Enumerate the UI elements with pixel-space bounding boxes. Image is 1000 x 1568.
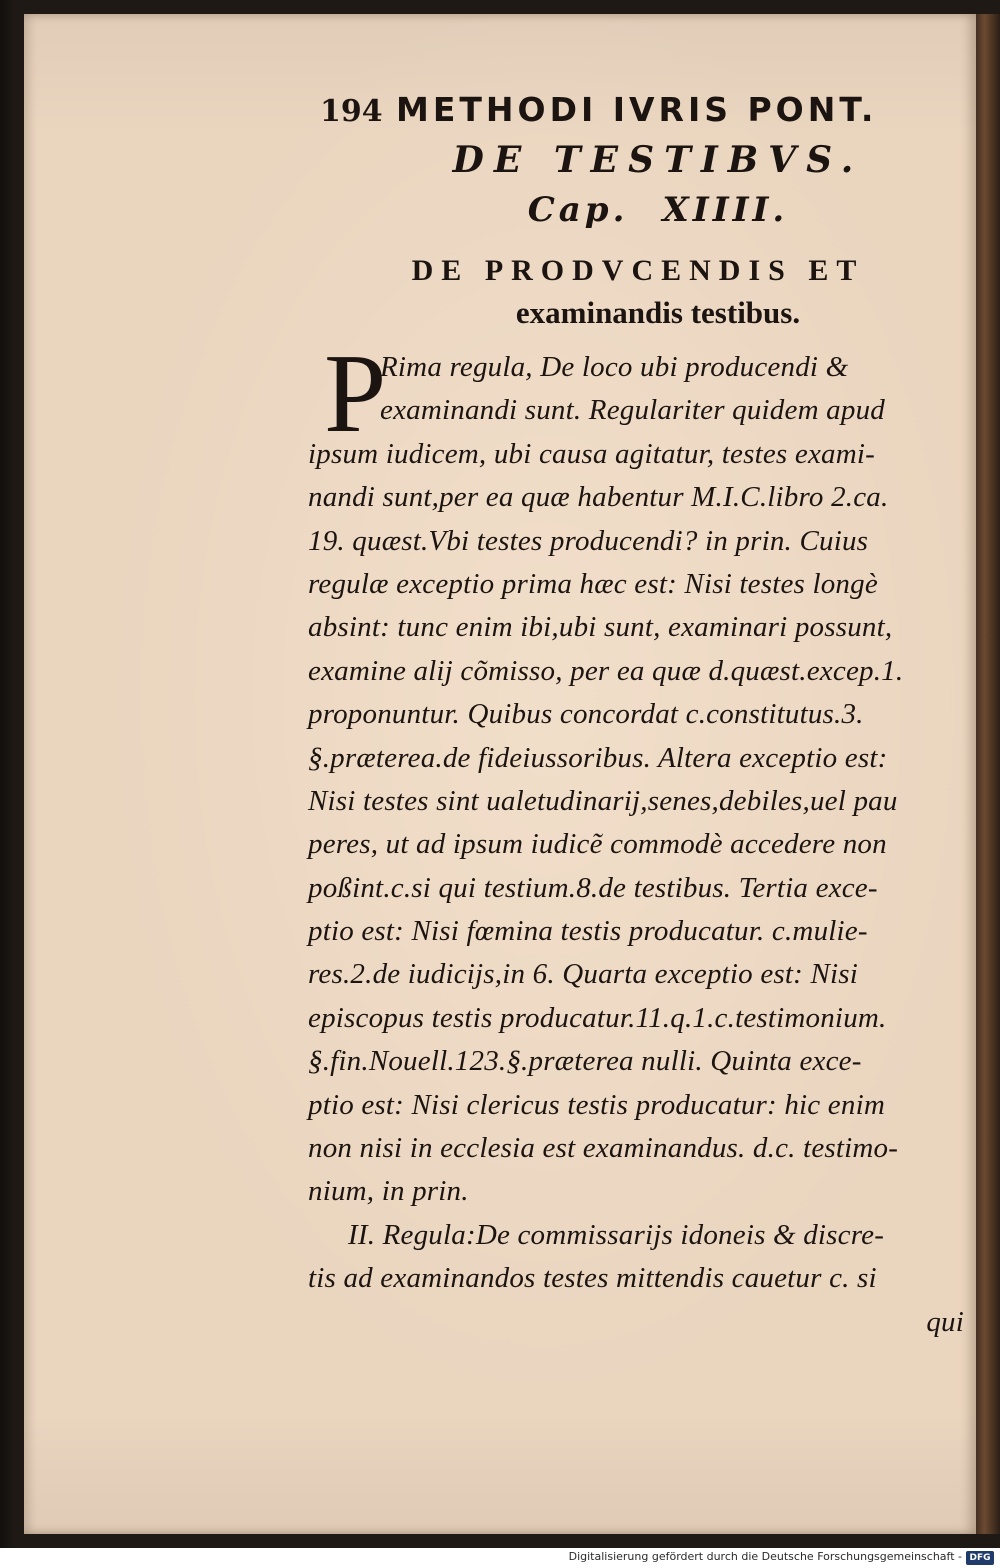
page-number: 194 (320, 94, 383, 129)
text-line: non nisi in ecclesia est examinandus. d.c. testimo- (308, 1132, 899, 1165)
digitization-footer (0, 1548, 1000, 1568)
text-line: examinandi sunt. Regulariter quidem apud (380, 394, 885, 427)
text-line: nium, in prin. (308, 1175, 469, 1208)
text-line: §.fin.Nouell.123.§.præterea nulli. Quinta exce- (308, 1045, 862, 1078)
chapter-label: Cap. (527, 190, 629, 230)
body-text (308, 332, 968, 1344)
text-line: 19. quæst.Vbi testes producendi? in prin. Cuius (308, 524, 869, 557)
rubric-line-2: examinandis testibus. (515, 295, 801, 330)
running-head (308, 86, 968, 136)
text-line: tis ad examinandos testes mittendis cauetur c. si (308, 1262, 877, 1295)
text-line: Nisi testes sint ualetudinarij,senes,debiles,uel pau (308, 784, 898, 817)
text-line: peres, ut ad ipsum iudicẽ commodè accedere non (308, 828, 887, 861)
running-head-title: METHODI IVRIS PONT. (396, 90, 878, 129)
footer-credit: Digitalisierung gefördert durch die Deutsche Forschungsgemeinschaft - (568, 1550, 962, 1563)
section-title: DE TESTIBVS. (452, 139, 864, 181)
text-line: II. Regula:De commissarijs idoneis & discre- (348, 1218, 885, 1251)
text-line: §.præterea.de fideiussoribus. Altera exceptio est: (308, 741, 888, 774)
catchword: qui (926, 1305, 964, 1338)
text-line: absint: tunc enim ibi,ubi sunt, examinari possunt, (308, 611, 893, 644)
text-line: ptio est: Nisi fœmina testis producatur. c.mulie- (308, 915, 868, 948)
text-line: proponuntur. Quibus concordat c.constitutus.3. (308, 698, 864, 731)
drop-cap-initial: P (324, 332, 387, 456)
text-line: episcopus testis producatur.11.q.1.c.testimonium. (308, 1001, 887, 1034)
rubric-line-1: DE PRODVCENDIS ET (411, 254, 865, 287)
text-line: Rima regula, De loco ubi producendi & (380, 351, 849, 383)
text-line: res.2.de iudicijs,in 6. Quarta exceptio est: Nisi (308, 958, 858, 991)
text-line: regulæ exceptio prima hæc est: Nisi testes longè (308, 567, 878, 600)
text-line: ipsum iudicem, ubi causa agitatur, testes exami- (308, 437, 875, 470)
dfg-logo-icon: DFG (966, 1551, 994, 1565)
rubric-heading (308, 250, 968, 334)
book-spine-edge (974, 14, 1000, 1534)
page-text-block (308, 86, 968, 1344)
chapter-heading (348, 184, 968, 236)
text-line: ptio est: Nisi clericus testis producatur: hic enim (308, 1088, 885, 1121)
text-line: nandi sunt,per ea quæ habentur M.I.C.libro 2.ca. (308, 481, 889, 514)
text-line: examine alij cõmisso, per ea quæ d.quæst.excep.1. (308, 654, 904, 687)
chapter-number: XIIII. (662, 190, 789, 230)
text-line: poßint.c.si qui testium.8.de testibus. Tertia exce- (308, 871, 878, 904)
